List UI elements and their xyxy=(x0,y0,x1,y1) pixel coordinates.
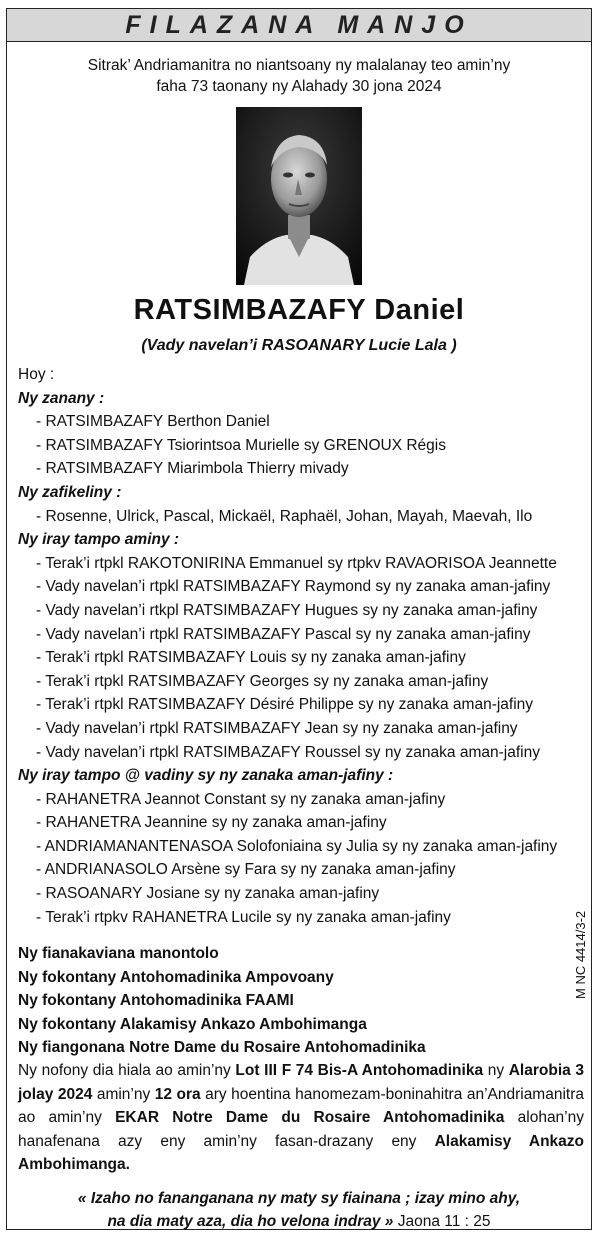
funeral-paragraph xyxy=(18,1059,584,1177)
list-item: - RAHANETRA Jeannine sy ny zanaka aman-jafiny xyxy=(36,814,387,832)
funeral-text: ny xyxy=(483,1062,509,1079)
intro-line-2: faha 73 taonany ny Alahady 30 jona 2024 xyxy=(156,78,442,95)
quote-line-2: na dia maty aza, dia ho velona indray » xyxy=(107,1213,394,1230)
portrait-photo xyxy=(236,107,362,285)
funeral-time: 12 ora xyxy=(154,1085,201,1103)
list-item: - Vady navelan’i rtkpl RATSIMBAZAFY Hugues sy ny zanaka aman-jafiny xyxy=(36,601,538,619)
burial-place: Alakamisy Ankazo Ambohimanga. xyxy=(18,1132,584,1174)
inlaws-heading: Ny iray tampo @ vadiny sy ny zanaka aman-jafiny : xyxy=(18,767,394,785)
list-item: - RATSIMBAZAFY Miarimbola Thierry mivady xyxy=(36,460,349,478)
funeral-text: ary hoentina hanomezam-boninahitra an’Andriamanitra ao amin’ny xyxy=(18,1085,584,1127)
funeral-text: Ny nofony dia hiala ao amin’ny xyxy=(18,1062,236,1079)
list-item: - Terak’i rtpkv RAHANETRA Lucile sy ny zanaka aman-jafiny xyxy=(36,908,451,926)
children-heading: Ny zanany : xyxy=(18,389,105,407)
scripture-quote xyxy=(7,1187,591,1233)
list-item: - RAHANETRA Jeannot Constant sy ny zanaka aman-jafiny xyxy=(36,790,446,808)
association-item: Ny fokontany Antohomadinika Ampovoany xyxy=(18,968,334,986)
reference-code: M NC 4414/3-2 xyxy=(573,910,588,999)
siblings-heading: Ny iray tampo aminy : xyxy=(18,531,180,549)
list-item: - Terak’i rtpkl RAKOTONIRINA Emmanuel sy rtpkv RAVAORISOA Jeannette xyxy=(36,554,557,572)
list-item: - Terak’i rtpkl RATSIMBAZAFY Désiré Philippe sy ny zanaka aman-jafiny xyxy=(36,696,534,714)
associations-list xyxy=(18,942,426,1060)
list-item: - RATSIMBAZAFY Berthon Daniel xyxy=(36,413,270,431)
reference-wrap xyxy=(573,910,600,1014)
funeral-text: amin’ny xyxy=(92,1085,155,1103)
deceased-name: RATSIMBAZAFY Daniel xyxy=(133,294,465,326)
portrait-image xyxy=(236,107,362,285)
association-item: Ny fianakaviana manontolo xyxy=(18,945,219,962)
list-item: - ANDRIAMANANTENASOA Solofoniaina sy Julia sy ny zanaka aman-jafiny xyxy=(36,837,558,855)
list-item: - Rosenne, Ulrick, Pascal, Mickaël, Raphaël, Johan, Mayah, Maevah, Ilo xyxy=(36,507,533,525)
list-item: - Vady navelan’i rtpkl RATSIMBAZAFY Pascal sy ny zanaka aman-jafiny xyxy=(36,625,531,643)
list-item: - RASOANARY Josiane sy ny zanaka aman-jafiny xyxy=(36,885,380,903)
intro-line-1: Sitrak’ Andriamanitra no niantsoany ny malalanay teo amin’ny xyxy=(87,57,511,74)
hoy-label: Hoy : xyxy=(18,366,55,383)
funeral-location: Lot III F 74 Bis-A Antohomadinika xyxy=(235,1062,484,1079)
association-item: Ny fiangonana Notre Dame du Rosaire Antohomadinika xyxy=(18,1039,426,1056)
grandchildren-heading: Ny zafikeliny : xyxy=(18,483,122,501)
list-item: - Terak’i rtpkl RATSIMBAZAFY Georges sy ny zanaka aman-jafiny xyxy=(36,672,489,690)
notice-title: FILAZANA MANJO xyxy=(125,10,473,39)
quote-citation: Jaona 11 : 25 xyxy=(393,1213,491,1230)
association-item: Ny fokontany Antohomadinika FAAMI xyxy=(18,992,294,1009)
family-list xyxy=(18,363,578,929)
funeral-date: Alarobia 3 jolay 2024 xyxy=(18,1062,585,1103)
association-item: Ny fokontany Alakamisy Ankazo Ambohimanga xyxy=(18,1015,367,1033)
notice-frame xyxy=(6,8,592,1230)
list-item: - Vady navelan’i rtpkl RATSIMBAZAFY Raymond sy ny zanaka aman-jafiny xyxy=(36,578,551,596)
list-item: - Vady navelan’i rtpkl RATSIMBAZAFY Roussel sy ny zanaka aman-jafiny xyxy=(36,743,540,761)
list-item: - Vady navelan’i rtpkl RATSIMBAZAFY Jean sy ny zanaka aman-jafiny xyxy=(36,719,518,737)
spouse-line: (Vady navelan’i RASOANARY Lucie Lala ) xyxy=(141,337,457,354)
funeral-text: alohan’ny hanafenana azy eny amin’ny fasan-drazany eny xyxy=(18,1109,584,1150)
list-item: - ANDRIANASOLO Arsène sy Fara sy ny zanaka aman-jafiny xyxy=(36,861,456,879)
quote-line-1: « Izaho no fananganana ny maty sy fiainana ; izay mino ahy, xyxy=(77,1190,521,1207)
list-item: - RATSIMBAZAFY Tsiorintsoa Murielle sy GRENOUX Régis xyxy=(36,436,446,454)
intro-text xyxy=(7,55,591,97)
header-bar xyxy=(7,9,591,42)
funeral-church: EKAR Notre Dame du Rosaire Antohomadinika xyxy=(115,1109,505,1127)
list-item: - Terak’i rtpkl RATSIMBAZAFY Louis sy ny zanaka aman-jafiny xyxy=(36,649,466,667)
